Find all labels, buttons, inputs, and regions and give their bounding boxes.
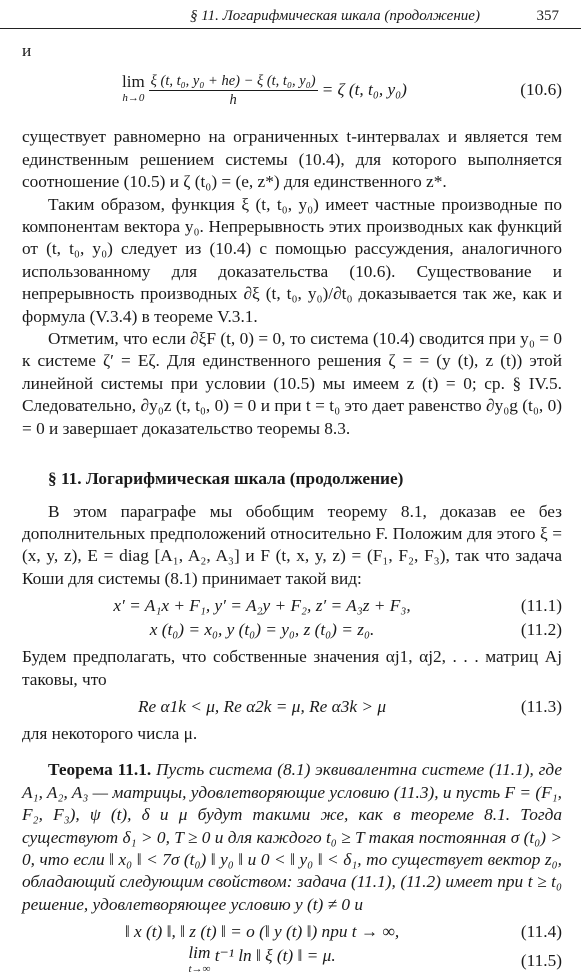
equation-number: (11.5) [520, 950, 562, 970]
equation-text: lim t→∞ t⁻¹ ln ‖ ξ (t) ‖ = μ. [188, 943, 336, 976]
equation-number: (11.1) [520, 595, 562, 615]
running-header [0, 6, 581, 29]
equation-11-5 [22, 944, 562, 978]
equation-number: (11.4) [520, 921, 562, 941]
intro-word: и [22, 41, 32, 60]
equation-number: (11.2) [520, 619, 562, 639]
page-number: 357 [536, 8, 559, 24]
limit-operator: lim t→∞ [188, 943, 211, 976]
limit-operator: lim h→0 [122, 72, 145, 105]
paragraph-6: для некоторого числа μ. [22, 723, 198, 743]
paragraph-5: Будем предполагать, что собственные значения αj1, αj2, . . . матриц Aj таковы, что [22, 647, 562, 689]
equation-10-6 [22, 64, 562, 116]
equation-text: ‖ x (t) ‖, ‖ z (t) ‖ = o (‖ y (t) ‖) при t → ∞, [124, 921, 400, 941]
theorem-11-1 [22, 759, 562, 916]
paragraph-1: существует равномерно на ограниченных t-интервалах и является тем единственным решением системы (10.4), для которого выполняется соотношение (10.5) и ζ (t₀) = (e, z*) для единственного z*. [22, 127, 562, 192]
equation-rhs: = ζ (t, t₀, y₀) [321, 80, 407, 100]
equation-11-4 [22, 920, 562, 944]
equation-number: (11.3) [520, 696, 562, 716]
paragraph-3: Отметим, что если ∂ξF (t, 0) = 0, то система (10.4) сводится при y₀ = 0 к системе ζ′ = Eζ. Для единственного решения ζ = = (y (t), z (t)) этой линейной системы при условии (10.5) мы имеем z (t) = 0; ср. § IV.5. Следовательно, ∂y₀z (t, t₀, 0) = 0 и при t = t₀ это дает равенство ∂y₀g (t₀, 0) = 0 и завершает доказательство теоремы 8.3. [22, 329, 562, 438]
page-body [22, 40, 562, 978]
equation-number: (10.6) [520, 80, 562, 100]
equation-11-3 [22, 695, 562, 719]
paragraph-2: Таким образом, функция ξ (t, t₀, y₀) имеет частные производные по компонентам вектора y₀. Непрерывность этих производных как функций от (t, t₀, y₀) следует из (10.4) с помощью рассуждения, аналогичного использованному для доказательства (10.6). Существование и непрерывность производных ∂ξ (t, t₀, y₀)/∂t₀ доказывается так же, как и формула (V.3.4) в теореме V.3.1. [22, 194, 562, 326]
equation-text: Re α1k < μ, Re α2k = μ, Re α3k > μ [138, 696, 386, 716]
paragraph-4: В этом параграфе мы обобщим теорему 8.1, доказав ее без дополнительных предположений относительно F. Положим для этого ξ = (x, y, z), E = diag [A₁, A₂, A₃] и F (t, x, y, z) = (F₁, F₂, F₃), так что задача Коши для системы (8.1) принимает такой вид: [22, 501, 562, 588]
equation-text: x (t₀) = x₀, y (t₀) = y₀, z (t₀) = z₀. [149, 619, 375, 639]
section-heading: § 11. Логарифмическая шкала (продолжение) [48, 469, 404, 489]
fraction-numerator: ξ (t, t₀, y₀ + he) − ξ (t, t₀, y₀) [150, 72, 316, 89]
theorem-body: Пусть система (8.1) эквивалентна системе (11.1), где A₁, A₂, A₃ — матрицы, удовлетворяющие условию (11.3), и пусть F = (F₁, F₂, F₃), ψ (t), δ и μ будут такими же, как в теореме 8.1. Тогда существуют δ₁ > 0, T ≥ 0 и для каждого t₀ ≥ T такая постоянная σ (t₀) > 0, что если ‖ x₀ ‖ < 7σ (t₀) ‖ y₀ ‖ и 0 < ‖ y₀ ‖ < δ₁, то существует вектор z₀, обладающий следующим свойством: задача (11.1), (11.2) имеет при t ≥ t₀ решение, удовлетворяющее условию y (t) ≠ 0 и [22, 760, 562, 914]
header-title: § 11. Логарифмическая шкала (продолжение) [190, 8, 480, 24]
fraction [149, 72, 318, 109]
theorem-heading: Теорема 11.1. [48, 760, 152, 780]
fraction-denominator: h [229, 91, 237, 108]
equation-11-2 [22, 618, 562, 642]
equation-text: x′ = A₁x + F₁, y′ = A₂y + F₂, z′ = A₃z + F₃, [113, 595, 411, 615]
equation-11-1 [22, 594, 562, 618]
